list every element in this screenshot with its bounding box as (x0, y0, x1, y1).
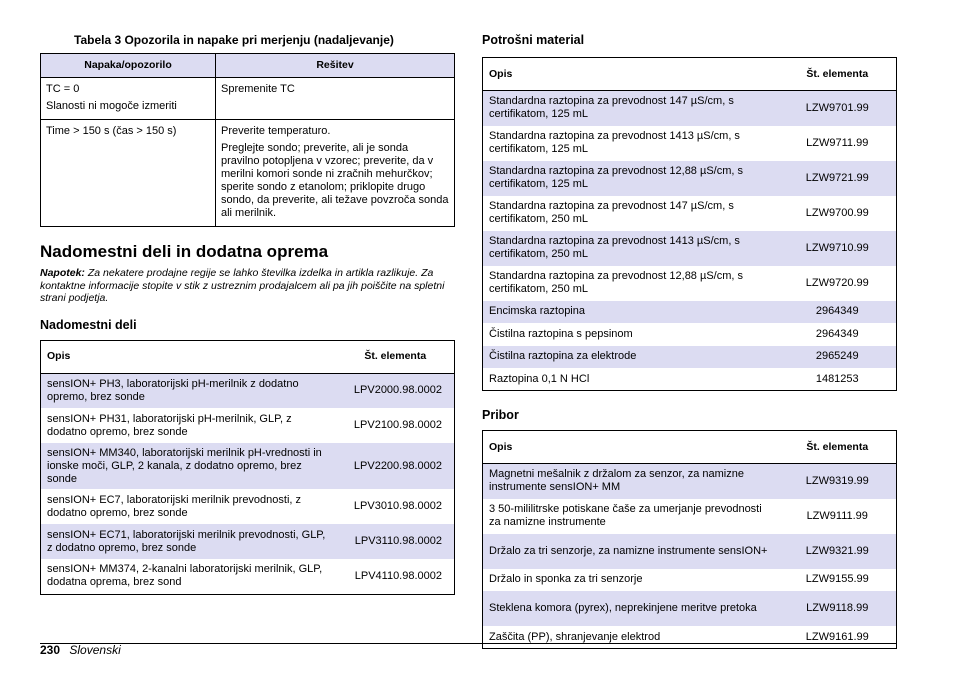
alarm-problem-line: Slanosti ni mogoče izmeriti (46, 100, 177, 112)
table-row (41, 408, 455, 443)
table-row (483, 591, 897, 626)
item-description: Magnetni mešalnik z držalom za senzor, za namizne instrumente sensION+ MM (483, 464, 779, 499)
item-number: LZW9111.99 (806, 509, 868, 522)
item-description: Steklena komora (pyrex), neprekinjene meritve pretoka (483, 591, 779, 626)
item-number: LPV2100.98.0002 (353, 419, 442, 431)
table-row (483, 346, 897, 369)
accessories-heading: Pribor (482, 408, 519, 422)
item-description: Čistilna raztopina s pepsinom (489, 327, 633, 340)
page-number: 230 (40, 643, 61, 657)
section-title: Nadomestni deli in dodatna oprema (40, 242, 329, 261)
item-number: LZW9161.99 (805, 630, 869, 643)
table-row (483, 569, 897, 592)
note (40, 267, 455, 305)
alarm-solution-line: Preglejte sondo; preverite, ali je sonda pravilno potopljena v vzorec; preverite, da v merilni komori sonde ni zračnih mehurčkov; sperite sondo z etanolom; priklopite drugo sondo, da preverite, ali težave povzroča sonda ali merilnik. (221, 142, 449, 219)
footer-language: Slovenski (69, 643, 121, 657)
alarm-problem-line: TC = 0 (46, 83, 80, 95)
header-item-number: Št. elementa (779, 431, 897, 464)
note-text: Za nekatere prodajne regije se lahko številka izdelka in artikla razlikuje. Za kontaktne informacije stopite v stik z ustreznim prodajalcem ali pa jih poiščite na spletni strani podjetja. (40, 267, 445, 304)
item-description: Standardna raztopina za prevodnost 12,88 µS/cm, s certifikatom, 125 mL (483, 161, 779, 196)
item-description: Standardna raztopina za prevodnost 147 µS/cm, s certifikatom, 125 mL (483, 91, 779, 126)
item-number: LPV4110.98.0002 (354, 569, 442, 582)
item-number: 2964349 (779, 301, 897, 324)
item-number: 2964349 (815, 327, 859, 340)
left-column (40, 32, 455, 595)
item-description: Raztopina 0,1 N HCl (489, 372, 590, 385)
table-row (483, 626, 897, 649)
item-number: LPV3110.98.0002 (337, 524, 455, 559)
alarms-table (40, 53, 455, 227)
table-row (41, 489, 455, 524)
item-number: LPV2000.98.0002 (337, 373, 455, 408)
table-row (483, 231, 897, 266)
table-row (483, 161, 897, 196)
item-description: Standardna raztopina za prevodnost 12,88 µS/cm, s certifikatom, 250 mL (489, 270, 743, 295)
item-description: Zaščita (PP), shranjevanje elektrod (489, 630, 661, 643)
table-row (41, 120, 455, 227)
item-number: LZW9321.99 (779, 534, 897, 569)
item-number: LZW9721.99 (779, 161, 897, 196)
item-description: sensION+ MM374, 2-kanalni laboratorijski merilnik, GLP, dodatna oprema, brez sond (47, 563, 323, 589)
item-number: LZW9700.99 (805, 206, 869, 219)
note-label: Napotek: (40, 267, 85, 279)
header-item-number: Št. elementa (337, 340, 455, 373)
table-row (483, 126, 897, 161)
table-row (483, 534, 897, 569)
item-description: Držalo in sponka za tri senzorje (489, 573, 643, 586)
item-number: LPV2200.98.0002 (337, 443, 455, 489)
table-row (41, 373, 455, 408)
table-header-row (41, 340, 455, 373)
alarms-table-caption: Tabela 3 Opozorila in napake pri merjenju (nadaljevanje) (74, 33, 394, 47)
alarm-solution-line: Preverite temperaturo. (221, 125, 331, 137)
alarm-problem-line: Time > 150 s (čas > 150 s) (46, 125, 177, 137)
footer-divider (40, 643, 897, 644)
item-description: Standardna raztopina za prevodnost 1413 µS/cm, s certifikatom, 250 mL (483, 231, 779, 266)
table-row (41, 524, 455, 559)
item-number: LZW9155.99 (805, 573, 869, 586)
item-description: sensION+ MM340, laboratorijski merilnik pH-vrednosti in ionske moči, GLP, 2 kanala, z dodatno opremo, brez sonde (41, 443, 337, 489)
item-description: Encimska raztopina (483, 301, 779, 324)
item-description: sensION+ EC71, laboratorijski merilnik prevodnosti, GLP, z dodatno opremo, brez sonde (41, 524, 337, 559)
alarm-problem-cell (41, 78, 216, 120)
item-description: Držalo za tri senzorje, za namizne instrumente sensION+ (483, 534, 779, 569)
item-description: Standardna raztopina za prevodnost 1413 µS/cm, s certifikatom, 125 mL (489, 130, 740, 155)
table-row (483, 499, 897, 534)
page-footer (40, 643, 121, 657)
table-row (483, 301, 897, 324)
replacement-parts-table (40, 340, 455, 595)
item-number: LZW9711.99 (806, 136, 869, 149)
replacement-parts-heading: Nadomestni deli (40, 317, 137, 332)
consumables-heading: Potrošni material (482, 33, 585, 47)
header-description: Opis (483, 431, 779, 464)
right-column (482, 32, 897, 649)
accessories-table (482, 430, 897, 649)
table-row (483, 323, 897, 346)
item-description: sensION+ PH3, laboratorijski pH-merilnik z dodatno opremo, brez sonde (41, 373, 337, 408)
header-description: Opis (483, 58, 779, 91)
consumables-table (482, 57, 897, 391)
alarm-problem-cell (41, 120, 216, 227)
alarm-solution-line: Spremenite TC (221, 83, 295, 95)
item-description: 3 50-mililitrske potiskane čaše za umerjanje prevodnosti za namizne instrumente (489, 503, 762, 528)
table-row (41, 559, 455, 594)
table-row (41, 78, 455, 120)
table-row (483, 464, 897, 499)
alarms-header-solution: Rešitev (216, 54, 455, 78)
table-row (483, 368, 897, 391)
header-description: Opis (41, 340, 337, 373)
alarm-solution-cell (216, 78, 455, 120)
table-header-row (483, 58, 897, 91)
item-number: LZW9710.99 (779, 231, 897, 266)
table-row (483, 266, 897, 301)
item-number: LPV3010.98.0002 (353, 500, 442, 512)
item-number: LZW9118.99 (779, 591, 897, 626)
table-row (483, 91, 897, 126)
alarms-header-problem: Napaka/opozorilo (41, 54, 216, 78)
table-row (483, 196, 897, 231)
table-row (41, 443, 455, 489)
item-number: LZW9720.99 (805, 276, 869, 289)
item-number: LZW9319.99 (779, 464, 897, 499)
table-header-row (483, 431, 897, 464)
item-number: 2965249 (779, 346, 897, 369)
item-description: Čistilna raztopina za elektrode (483, 346, 779, 369)
item-description: sensION+ EC7, laboratorijski merilnik prevodnosti, z dodatno opremo, brez sonde (47, 493, 302, 519)
item-number: 1481253 (815, 372, 859, 385)
item-description: sensION+ PH31, laboratorijski pH-merilnik, GLP, z dodatno opremo, brez sonde (47, 412, 292, 438)
item-number: LZW9701.99 (779, 91, 897, 126)
alarm-solution-cell (216, 120, 455, 227)
item-description: Standardna raztopina za prevodnost 147 µS/cm, s certifikatom, 250 mL (489, 200, 734, 225)
header-item-number: Št. elementa (779, 58, 897, 91)
